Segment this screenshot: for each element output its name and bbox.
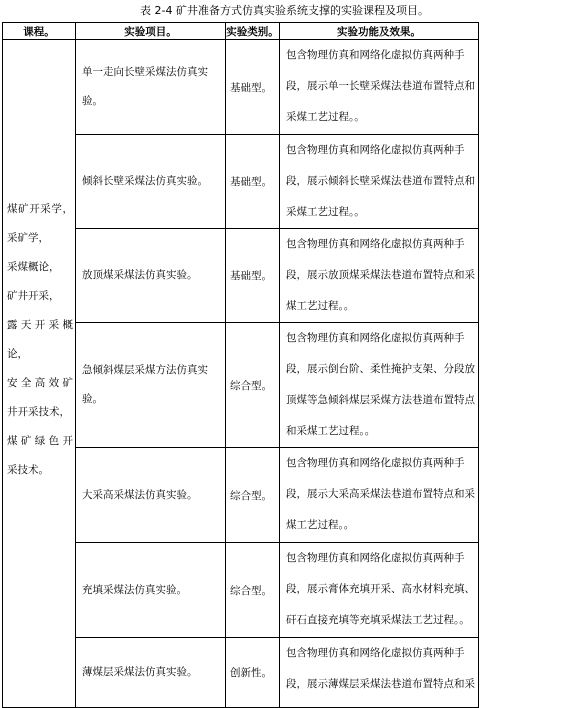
course-item: 井开采技术，	[7, 406, 70, 418]
course-list	[3, 40, 76, 708]
type-cell: 创新性。	[226, 638, 280, 708]
effect-cell	[280, 135, 479, 229]
effect-line: 段，展示薄煤层采煤法巷道布置特点和采	[286, 678, 475, 690]
effect-cell	[280, 229, 479, 323]
type-cell: 综合型。	[226, 543, 280, 638]
effect-line: 段，展示放顶煤采煤法巷道布置特点和采	[286, 269, 475, 281]
effect-line: 包含物理仿真和网络化虚拟仿真两种手	[286, 552, 465, 564]
course-item: 采煤概论，	[7, 261, 60, 273]
type-cell: 综合型。	[226, 448, 280, 543]
table-row	[3, 40, 479, 135]
course-item: 论，	[7, 348, 28, 360]
effect-line: 包含物理仿真和网络化虚拟仿真两种手	[286, 49, 465, 61]
course-item: 采技术。	[7, 464, 49, 476]
course-item: 煤矿开采学，	[7, 203, 73, 215]
experiment-table	[2, 22, 479, 708]
project-cell: 倾斜长壁采煤法仿真实验。	[76, 135, 226, 229]
project-cell: 大采高采煤法仿真实验。	[76, 448, 226, 543]
header-project: 实验项目。	[76, 23, 226, 40]
effect-line: 段，展示单一长壁采煤法巷道布置特点和	[286, 80, 475, 92]
effect-line: 顶煤等急倾斜煤层采煤方法巷道布置特点	[286, 394, 475, 406]
table-caption: 表 2-4 矿井准备方式仿真实验系统支撑的实验课程及项目。	[140, 4, 429, 17]
type-cell: 基础型。	[226, 40, 280, 135]
course-item: 采矿学，	[7, 232, 49, 244]
course-item: 煤矿绿色开	[7, 435, 73, 447]
effect-line: 采煤工艺过程。。	[286, 111, 365, 123]
effect-line: 段，展示膏体充填开采、高水材料充填、	[286, 583, 475, 595]
project-cell: 薄煤层采煤法仿真实验。	[76, 638, 226, 708]
effect-line: 段，展示大采高采煤法巷道布置特点和采	[286, 488, 475, 500]
effect-line: 包含物理仿真和网络化虚拟仿真两种手	[286, 144, 465, 156]
table-header-row	[3, 23, 479, 40]
effect-line: 包含物理仿真和网络化虚拟仿真两种手	[286, 238, 465, 250]
project-cell: 单一走向长壁采煤法仿真实验。	[76, 40, 226, 135]
effect-line: 包含物理仿真和网络化虚拟仿真两种手	[286, 647, 465, 659]
type-cell: 综合型。	[226, 323, 280, 448]
course-item: 安全高效矿	[7, 377, 73, 389]
effect-cell	[280, 323, 479, 448]
effect-line: 段，展示倒台阶、柔性掩护支架、分段放	[286, 363, 475, 375]
header-course: 课程。	[3, 23, 76, 40]
effect-line: 煤工艺过程。。	[286, 300, 355, 312]
project-cell: 急倾斜煤层采煤方法仿真实验。	[76, 323, 226, 448]
course-item: 矿井开采，	[7, 290, 60, 302]
type-cell: 基础型。	[226, 229, 280, 323]
effect-line: 段，展示倾斜长壁采煤法巷道布置特点和	[286, 175, 475, 187]
type-cell: 基础型。	[226, 135, 280, 229]
project-cell: 放顶煤采煤法仿真实验。	[76, 229, 226, 323]
course-item: 露天开采概	[7, 319, 73, 331]
effect-cell	[280, 40, 479, 135]
effect-cell	[280, 638, 479, 708]
effect-cell	[280, 543, 479, 638]
effect-line: 采煤工艺过程。。	[286, 206, 365, 218]
effect-line: 煤工艺过程。。	[286, 519, 355, 531]
project-cell: 充填采煤法仿真实验。	[76, 543, 226, 638]
effect-cell	[280, 448, 479, 543]
effect-line: 包含物理仿真和网络化虚拟仿真两种手	[286, 457, 465, 469]
effect-line: 矸石直接充填等充填采煤法工艺过程。。	[286, 614, 470, 626]
effect-line: 包含物理仿真和网络化虚拟仿真两种手	[286, 332, 465, 344]
header-type: 实验类别。	[226, 23, 280, 40]
header-effect: 实验功能及效果。	[280, 23, 479, 40]
effect-line: 和采煤工艺过程。。	[286, 425, 376, 437]
